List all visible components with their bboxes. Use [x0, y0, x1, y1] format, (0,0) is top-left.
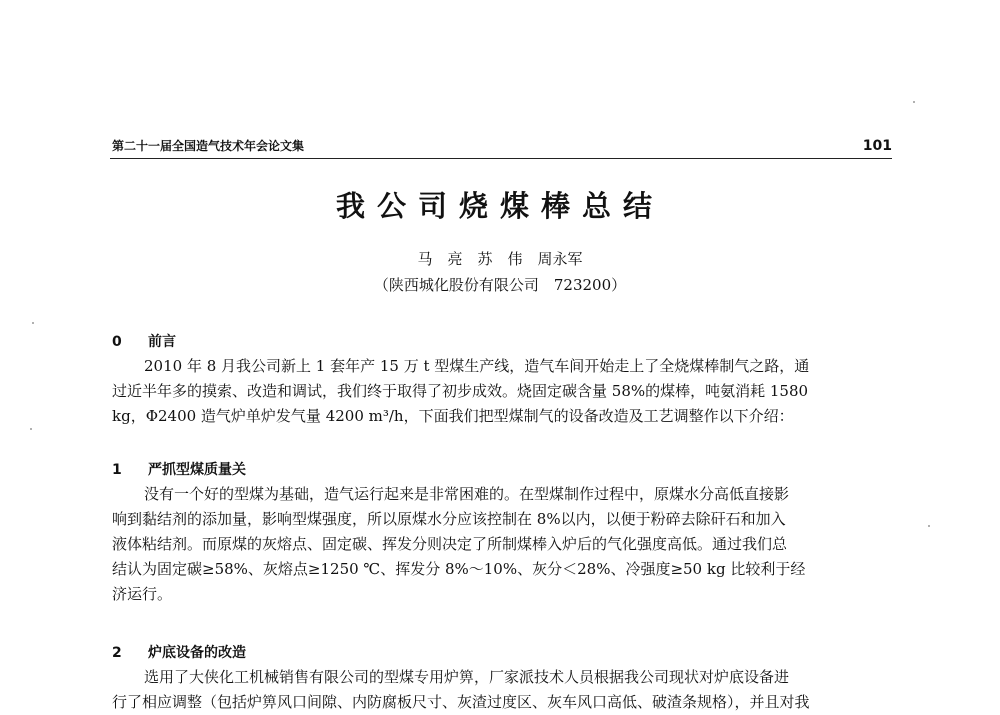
text-line: 结认为固定碳≥58%、灰熔点≥1250 ℃、挥发分 8%～10%、灰分＜28%、冷强度≥50 kg 比较利于经 — [112, 560, 806, 578]
scan-speck — [32, 322, 34, 324]
section-title: 炉底设备的改造 — [148, 645, 246, 661]
text-line: 选用了大侠化工机械销售有限公司的型煤专用炉箅，厂家派技术人员根据我公司现状对炉底设备进 — [144, 668, 790, 686]
text-line: 2010 年 8 月我公司新上 1 套年产 15 万 t 型煤生产线，造气车间开始走上了全烧煤棒制气之路，通 — [144, 357, 810, 375]
text-line: 响到黏结剂的添加量，影响型煤强度，所以原煤水分应该控制在 8%以内，以便于粉碎去除矸石和加入 — [112, 510, 786, 528]
paper-authors: 马 亮 苏 伟 周永军 — [417, 250, 583, 268]
section-heading — [112, 643, 892, 665]
section-number: 2 — [112, 645, 122, 661]
paragraph — [112, 665, 892, 715]
paragraph — [112, 354, 892, 429]
section-2 — [112, 643, 892, 715]
page-number: 101 — [862, 138, 892, 154]
paper-affiliation: （陕西城化股份有限公司 723200） — [373, 276, 627, 294]
running-header — [112, 138, 892, 154]
scan-speck — [913, 101, 915, 103]
text-line: 过近半年多的摸索、改造和调试，我们终于取得了初步成效。烧固定碳含量 58%的煤棒，吨氨消耗 1580 — [112, 382, 809, 400]
section-1 — [112, 460, 892, 607]
section-heading — [112, 460, 892, 482]
running-title: 第二十一届全国造气技术年会论文集 — [112, 139, 305, 153]
section-title: 严抓型煤质量关 — [148, 462, 246, 478]
scan-speck — [928, 525, 930, 527]
paper-title: 我公司烧煤棒总结 — [335, 189, 664, 223]
scan-speck — [30, 428, 32, 430]
section-number: 0 — [112, 334, 122, 350]
text-line: 行了相应调整（包括炉箅风口间隙、内防腐板尺寸、灰渣过度区、灰车风口高低、破渣条规格），并且对我 — [112, 693, 810, 711]
text-line: kg，Φ2400 造气炉单炉发气量 4200 m³/h，下面我们把型煤制气的设备改造及工艺调整作以下介绍： — [112, 407, 794, 425]
section-title: 前言 — [148, 334, 176, 350]
section-number: 1 — [112, 462, 122, 478]
paragraph — [112, 482, 892, 607]
text-line: 液体粘结剂。而原煤的灰熔点、固定碳、挥发分则决定了所制煤棒入炉后的气化强度高低。通过我们总 — [112, 535, 788, 553]
header-rule — [110, 158, 892, 159]
section-heading — [112, 332, 892, 354]
text-line: 济运行。 — [112, 585, 173, 603]
text-line: 没有一个好的型煤为基础，造气运行起来是非常困难的。在型煤制作过程中，原煤水分高低直接影 — [144, 485, 790, 503]
section-0 — [112, 332, 892, 429]
